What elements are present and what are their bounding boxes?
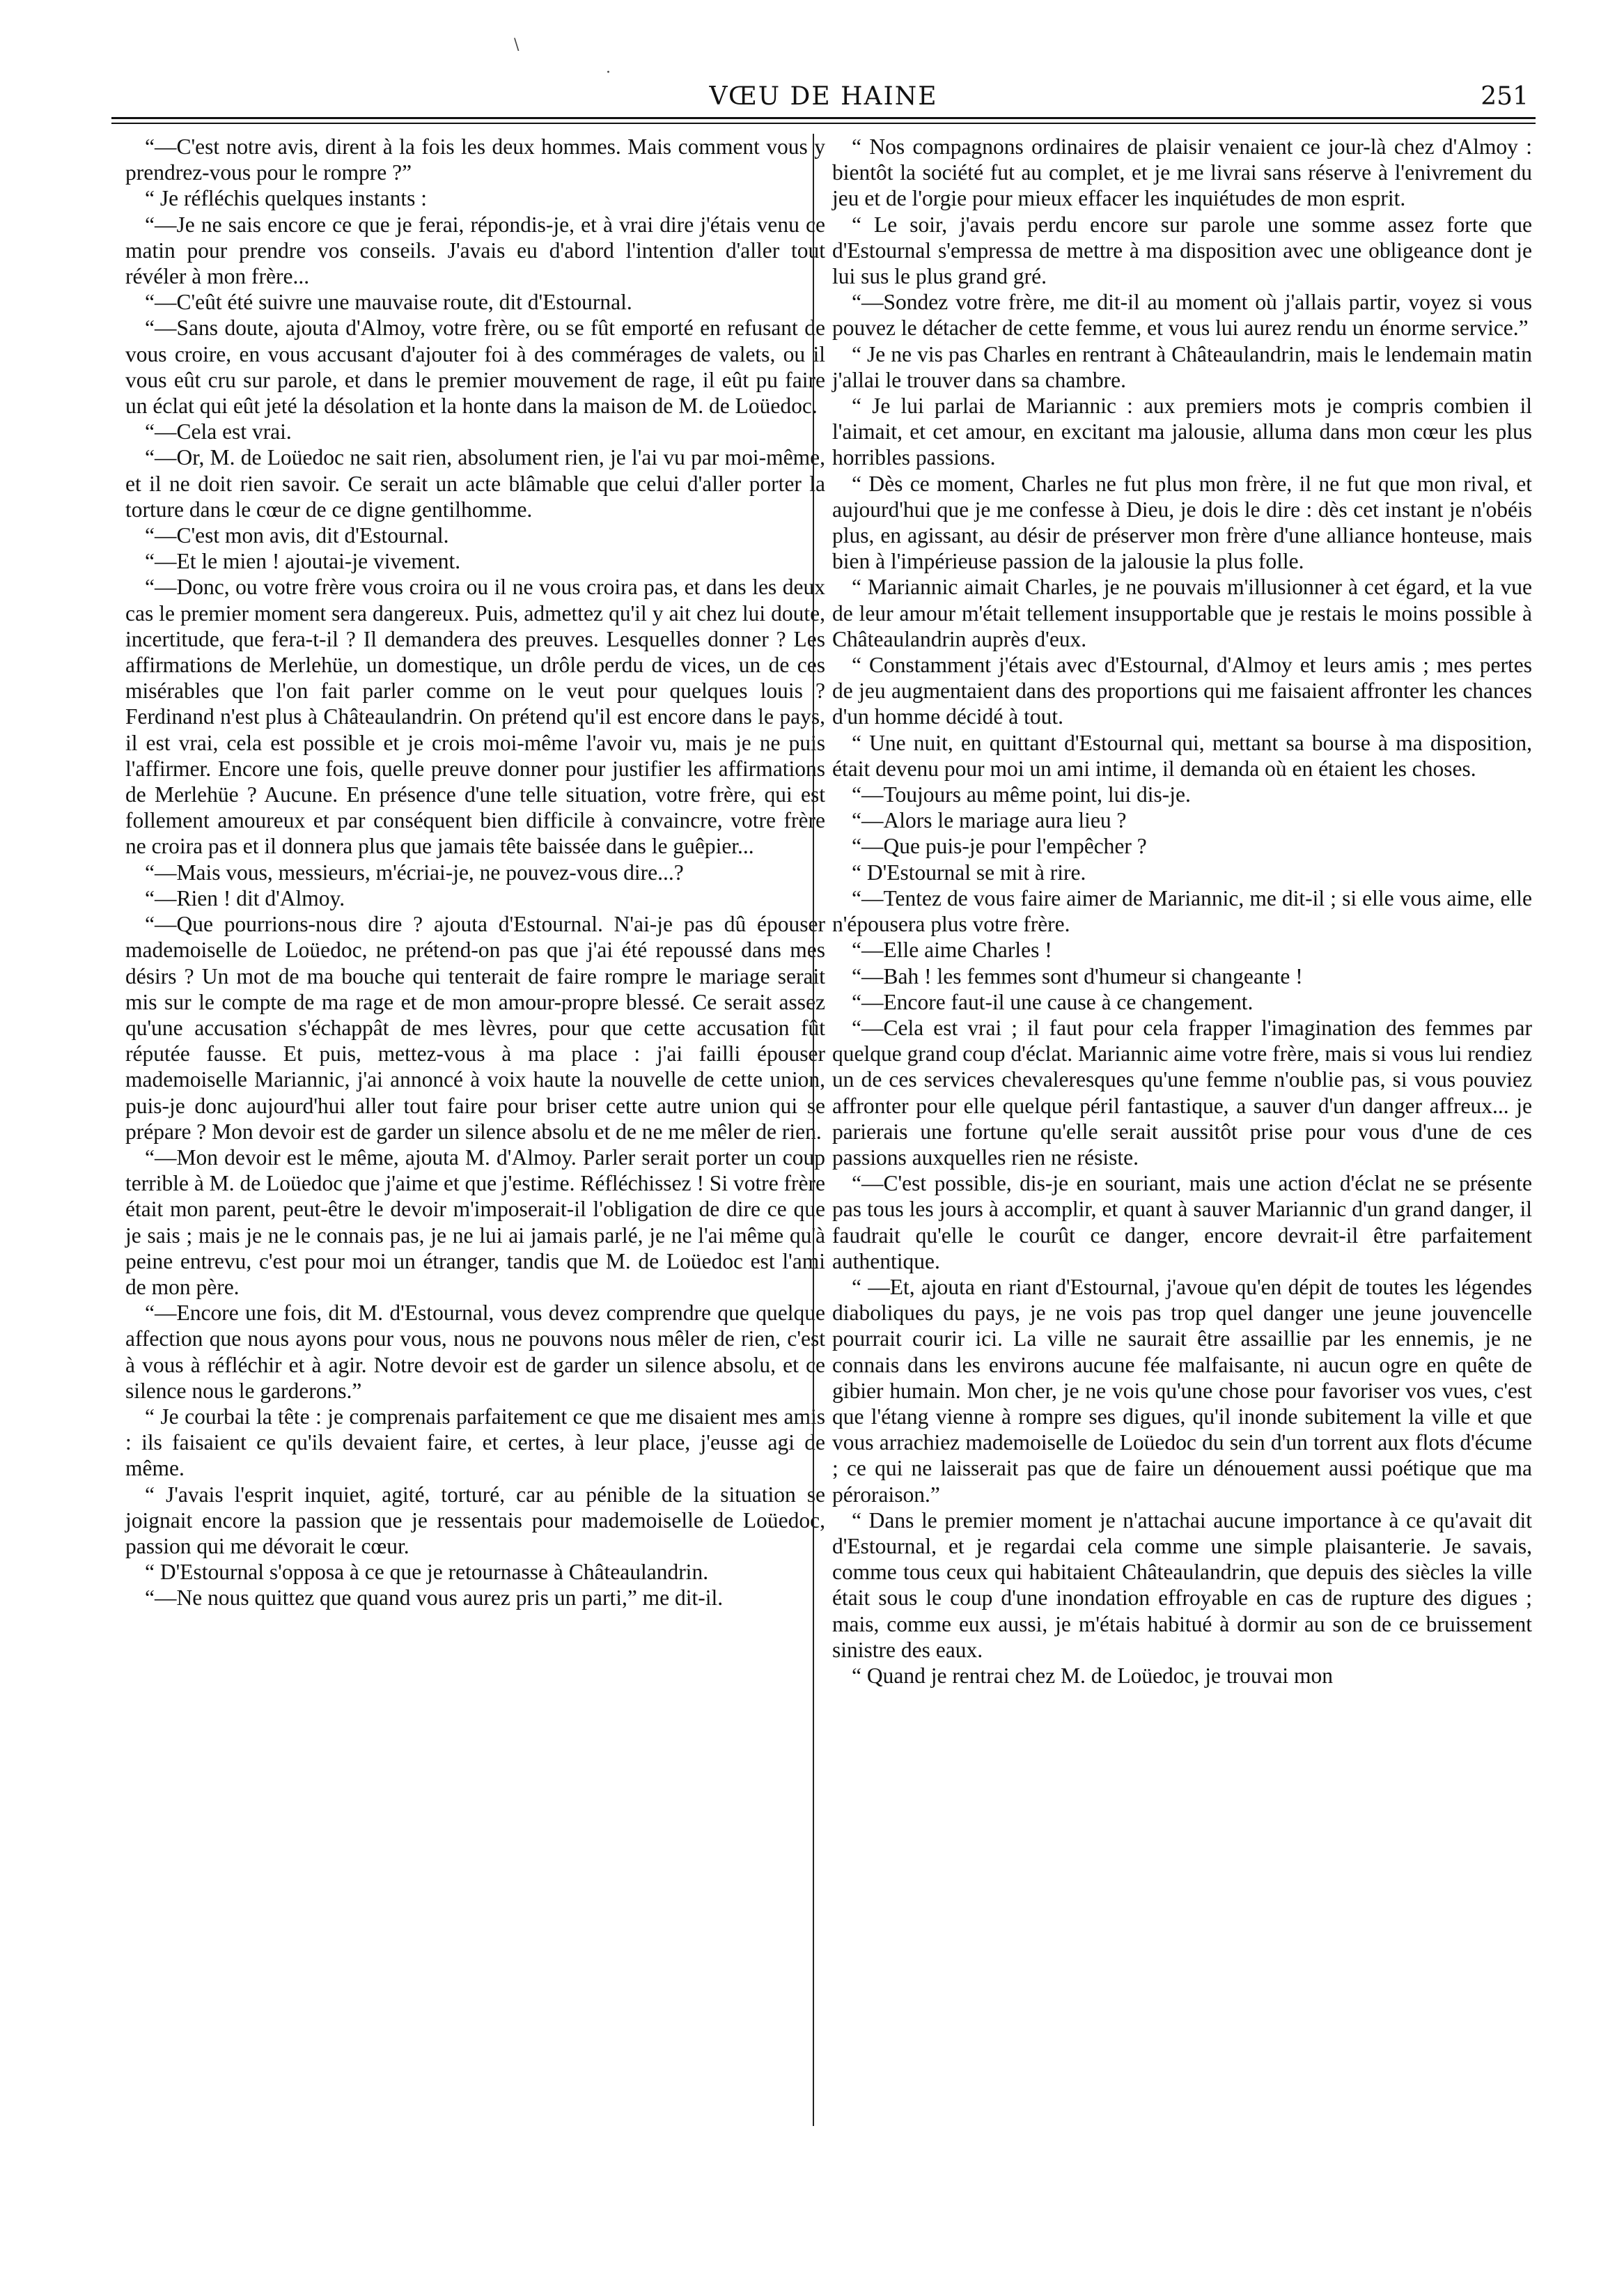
paragraph: “ Mariannic aimait Charles, je ne pouvais m'illusionner à cet égard, et la vue de leur amour m'était tellement insupportable que je restais le moins possible à Châteaulandrin auprès d'eux. (832, 575, 1532, 651)
paragraph: “ Constamment j'étais avec d'Estournal, d'Almoy et leurs amis ; mes pertes de jeu augmentaient dans des proportions qui me faisaient affronter les chances d'un homme décidé à tout. (832, 653, 1532, 729)
paragraph: “ J'avais l'esprit inquiet, agité, torturé, car au pénible de la situation se joignait encore la passion que je ressentais pour mademoiselle de Loüedoc, passion qui me dévorait le cœur. (125, 1482, 825, 1558)
paragraph: “ Je ne vis pas Charles en rentrant à Châteaulandrin, mais le lendemain matin j'allai le trouver dans sa chambre. (832, 341, 1532, 392)
running-title: VŒU DE HAINE (709, 82, 938, 111)
paragraph: “—Que puis-je pour l'empêcher ? (852, 834, 1147, 859)
paragraph: “ Je lui parlai de Mariannic : aux premiers mots je compris combien il l'aimait, et cet amour, en excitant ma jalousie, alluma dans mon cœur les plus horribles passions. (832, 394, 1532, 470)
paragraph: “ D'Estournal s'opposa à ce que je retournasse à Châteaulandrin. (145, 1560, 709, 1585)
paragraph: “ Dès ce moment, Charles ne fut plus mon frère, il ne fut que mon rival, et aujourd'hui que je me confesse à Dieu, je dois le dire : dès cet instant je n'obéis plus, en agissant, au désir de préserver mon frère d'une alliance honteuse, mais bien à l'impérieuse passion de la jalousie la plus folle. (832, 471, 1532, 574)
paragraph: “—Donc, ou votre frère vous croira ou il ne vous croira pas, et dans les deux cas le premier moment sera dangereux. Puis, admettez qu'il y ait chez lui doute, incertitude, que fera-t-il ? Il demandera des preuves. Lesquelles donner ? Les affirmations de Merlehüe, un domestique, un drôle perdu de vices, un de ces misérables que l'on fait parler comme on le veut pour quelques louis ? Ferdinand n'est plus à Châteaulandrin. On prétend qu'il est encore dans le pays, il est vrai, cela est possible et je crois moi-même l'avoir vu, mais je ne puis l'affirmer. Encore une fois, quelle preuve donner pour justifier les affirmations de Merlehüe ? Aucune. En présence d'une telle situation, votre frère, qui est follement amoureux et par conséquent bien difficile à convaincre, votre frère ne croira pas et il donnera plus que jamais tête baissée dans le guêpier... (125, 575, 825, 859)
paragraph: “—Rien ! dit d'Almoy. (145, 885, 345, 910)
paragraph: “ —Et, ajouta en riant d'Estournal, j'avoue qu'en dépit de toutes les légendes diaboliques du pays, je ne vois pas trop quel danger une jeune jouvencelle pourrait courir ici. La ville ne saurait être assaillie par les ennemis, je ne connais dans les environs aucune fée malfaisante, ni aucun ogre en quête de gibier humain. Mon cher, je ne vois qu'une chose pour favoriser vos vues, c'est que l'étang vienne à rompre ses digues, qu'il inonde subitement la ville et que vous arrachiez mademoiselle de Loüedoc du sein d'un torrent aux flots d'écume ; ce qui ne laisserait pas que de faire un dénouement aussi poétique que ma péroraison.” (832, 1274, 1532, 1507)
paragraph: “—Encore une fois, dit M. d'Estournal, vous devez comprendre que quelque affection que nous ayons pour vous, nous ne pouvons nous mêler de rien, c'est à vous à réfléchir et à agir. Notre devoir est de garder un silence absolu, et ce silence nous le garderons.” (125, 1301, 825, 1403)
paragraph: “—Ne nous quittez que quand vous aurez pris un parti,” me dit-il. (145, 1585, 724, 1611)
paragraph: “ Nos compagnons ordinaires de plaisir venaient ce jour-là chez d'Almoy : bientôt la société fut au complet, et je me livrai sans réserve à l'enivrement du jeu et de l'orgie pour mieux effacer les inquiétudes de mon esprit. (832, 134, 1532, 211)
paragraph: “—Sondez votre frère, me dit-il au moment où j'allais partir, voyez si vous pouvez le détacher de cette femme, et vous lui aurez rendu un énorme service.” (832, 290, 1532, 341)
paragraph: “—Je ne sais encore ce que je ferai, répondis-je, et à vrai dire j'étais venu ce matin pour prendre vos conseils. J'avais eu d'abord l'intention d'aller tout révéler à mon frère... (125, 212, 825, 289)
paragraph: “—Mais vous, messieurs, m'écriai-je, ne pouvez-vous dire...? (145, 860, 684, 885)
paragraph: “—Et le mien ! ajoutai-je vivement. (145, 549, 461, 574)
right-column (832, 134, 1532, 1689)
paragraph: “—Toujours au même point, lui dis-je. (852, 782, 1191, 807)
paragraph: “ Je courbai la tête : je comprenais parfaitement ce que me disaient mes amis : ils faisaient ce qu'ils devaient faire, et certes, à leur place, j'eusse agi de même. (125, 1404, 825, 1481)
paragraph: “—Tentez de vous faire aimer de Mariannic, me dit-il ; si elle vous aime, elle n'épousera plus votre frère. (832, 885, 1532, 937)
paragraph: “—Mon devoir est le même, ajouta M. d'Almoy. Parler serait porter un coup terrible à M. de Loüedoc que j'aime et que j'estime. Réfléchissez ! Si votre frère était mon parent, peut-être le devoir m'imposerait-il l'obligation de dire ce que je sais ; mais je ne le connais pas, je ne lui ai jamais parlé, je ne l'ai même qu'à peine entrevu, c'est pour moi un étranger, tandis que M. de Loüedoc est l'ami de mon père. (125, 1145, 825, 1299)
paragraph: “—C'est mon avis, dit d'Estournal. (145, 523, 449, 548)
paragraph: “—C'est notre avis, dirent à la fois les deux hommes. Mais comment vous y prendrez-vous pour le rompre ?” (125, 134, 825, 185)
paragraph: “ Une nuit, en quittant d'Estournal qui, mettant sa bourse à ma disposition, était devenu pour moi un ami intime, il demanda où en étaient les choses. (832, 730, 1532, 781)
header-rule-thin (111, 123, 1536, 124)
paragraph: “ Je réfléchis quelques instants : (145, 186, 428, 211)
page-number: 251 (1481, 82, 1529, 111)
paragraph: “—Alors le mariage aura lieu ? (852, 808, 1127, 833)
stray-dot: · (606, 64, 611, 82)
paragraph: “—Sans doute, ajouta d'Almoy, votre frère, ou se fût emporté en refusant de vous croire, en vous accusant d'ajouter foi à des commérages de valets, ou il vous eût cru sur parole, et dans le premier mouvement de rage, il eût pu faire un éclat qui eût jeté la désolation et la honte dans la maison de M. de Loüedoc. (125, 316, 825, 419)
paragraph: “—Cela est vrai ; il faut pour cela frapper l'imagination des femmes par quelque grand coup d'éclat. Mariannic aime votre frère, mais si vous lui rendiez un de ces services chevaleresques qu'une femme n'oublie pas, si vous pouviez affronter pour elle quelque péril fantastique, a sauver d'un danger affreux... je parierais une fortune qu'elle serait aussitôt prise pour vous d'une de ces passions auxquelles rien ne résiste. (832, 1015, 1532, 1170)
paragraph: “—Elle aime Charles ! (852, 938, 1052, 963)
paragraph: “—Cela est vrai. (145, 419, 292, 444)
paragraph: “—Que pourrions-nous dire ? ajouta d'Estournal. N'ai-je pas dû épouser mademoiselle de Loüedoc, ne prétend-on pas que j'ai été repoussé dans mes désirs ? Un mot de ma bouche qui tenterait de faire rompre le mariage serait mis sur le compte de ma rage et de mon amour-propre blessé. Ce serait assez qu'une accusation s'échappât de mes lèvres, pour que cette accusation fût réputée fausse. Et puis, mettez-vous à ma place : j'ai failli épouser mademoiselle Mariannic, j'ai annoncé à voix haute la nouvelle de cette union, puis-je donc aujourd'hui aller tout faire pour briser cette autre union qui se prépare ? Mon devoir est de garder un silence absolu et de ne me mêler de rien. (125, 912, 825, 1144)
paragraph: “—C'eût été suivre une mauvaise route, dit d'Estournal. (145, 290, 632, 315)
paragraph: “ Le soir, j'avais perdu encore sur parole une somme assez forte que d'Estournal s'empressa de mettre à ma disposition avec une obligeance dont je lui sus le plus grand gré. (832, 212, 1532, 289)
paragraph: “—Bah ! les femmes sont d'humeur si changeante ! (852, 963, 1303, 988)
stray-mark: \ (514, 36, 520, 54)
column-divider (813, 134, 814, 2126)
paragraph: “—Encore faut-il une cause à ce changement. (852, 989, 1254, 1014)
paragraph: “ D'Estournal se mit à rire. (852, 860, 1086, 885)
paragraph: “ Quand je rentrai chez M. de Loüedoc, je trouvai mon (852, 1663, 1333, 1688)
paragraph: “—Or, M. de Loüedoc ne sait rien, absolument rien, je l'ai vu par moi-même, et il ne doit rien savoir. Ce serait un acte blâmable que celui d'aller porter la torture dans le cœur de ce digne gentilhomme. (125, 445, 825, 522)
paragraph: “ Dans le premier moment je n'attachai aucune importance à ce qu'avait dit d'Estournal, et je regardai cela comme une simple plaisanterie. Je savais, comme tous ceux qui habitaient Châteaulandrin, que depuis des siècles la ville était sous le coup d'une inondation effroyable en cas de rupture des digues ; mais, comme eux aussi, je m'étais habitué à dormir au son de ce bruissement sinistre des eaux. (832, 1507, 1532, 1662)
header-rule-thick (111, 117, 1536, 119)
left-column (125, 134, 825, 1611)
paragraph: “—C'est possible, dis-je en souriant, mais une action d'éclat ne se présente pas tous les jours à accomplir, et quant à sauver Mariannic d'un grand danger, il faudrait qu'elle le courût ce danger, encore devrait-il être parfaitement authentique. (832, 1171, 1532, 1273)
